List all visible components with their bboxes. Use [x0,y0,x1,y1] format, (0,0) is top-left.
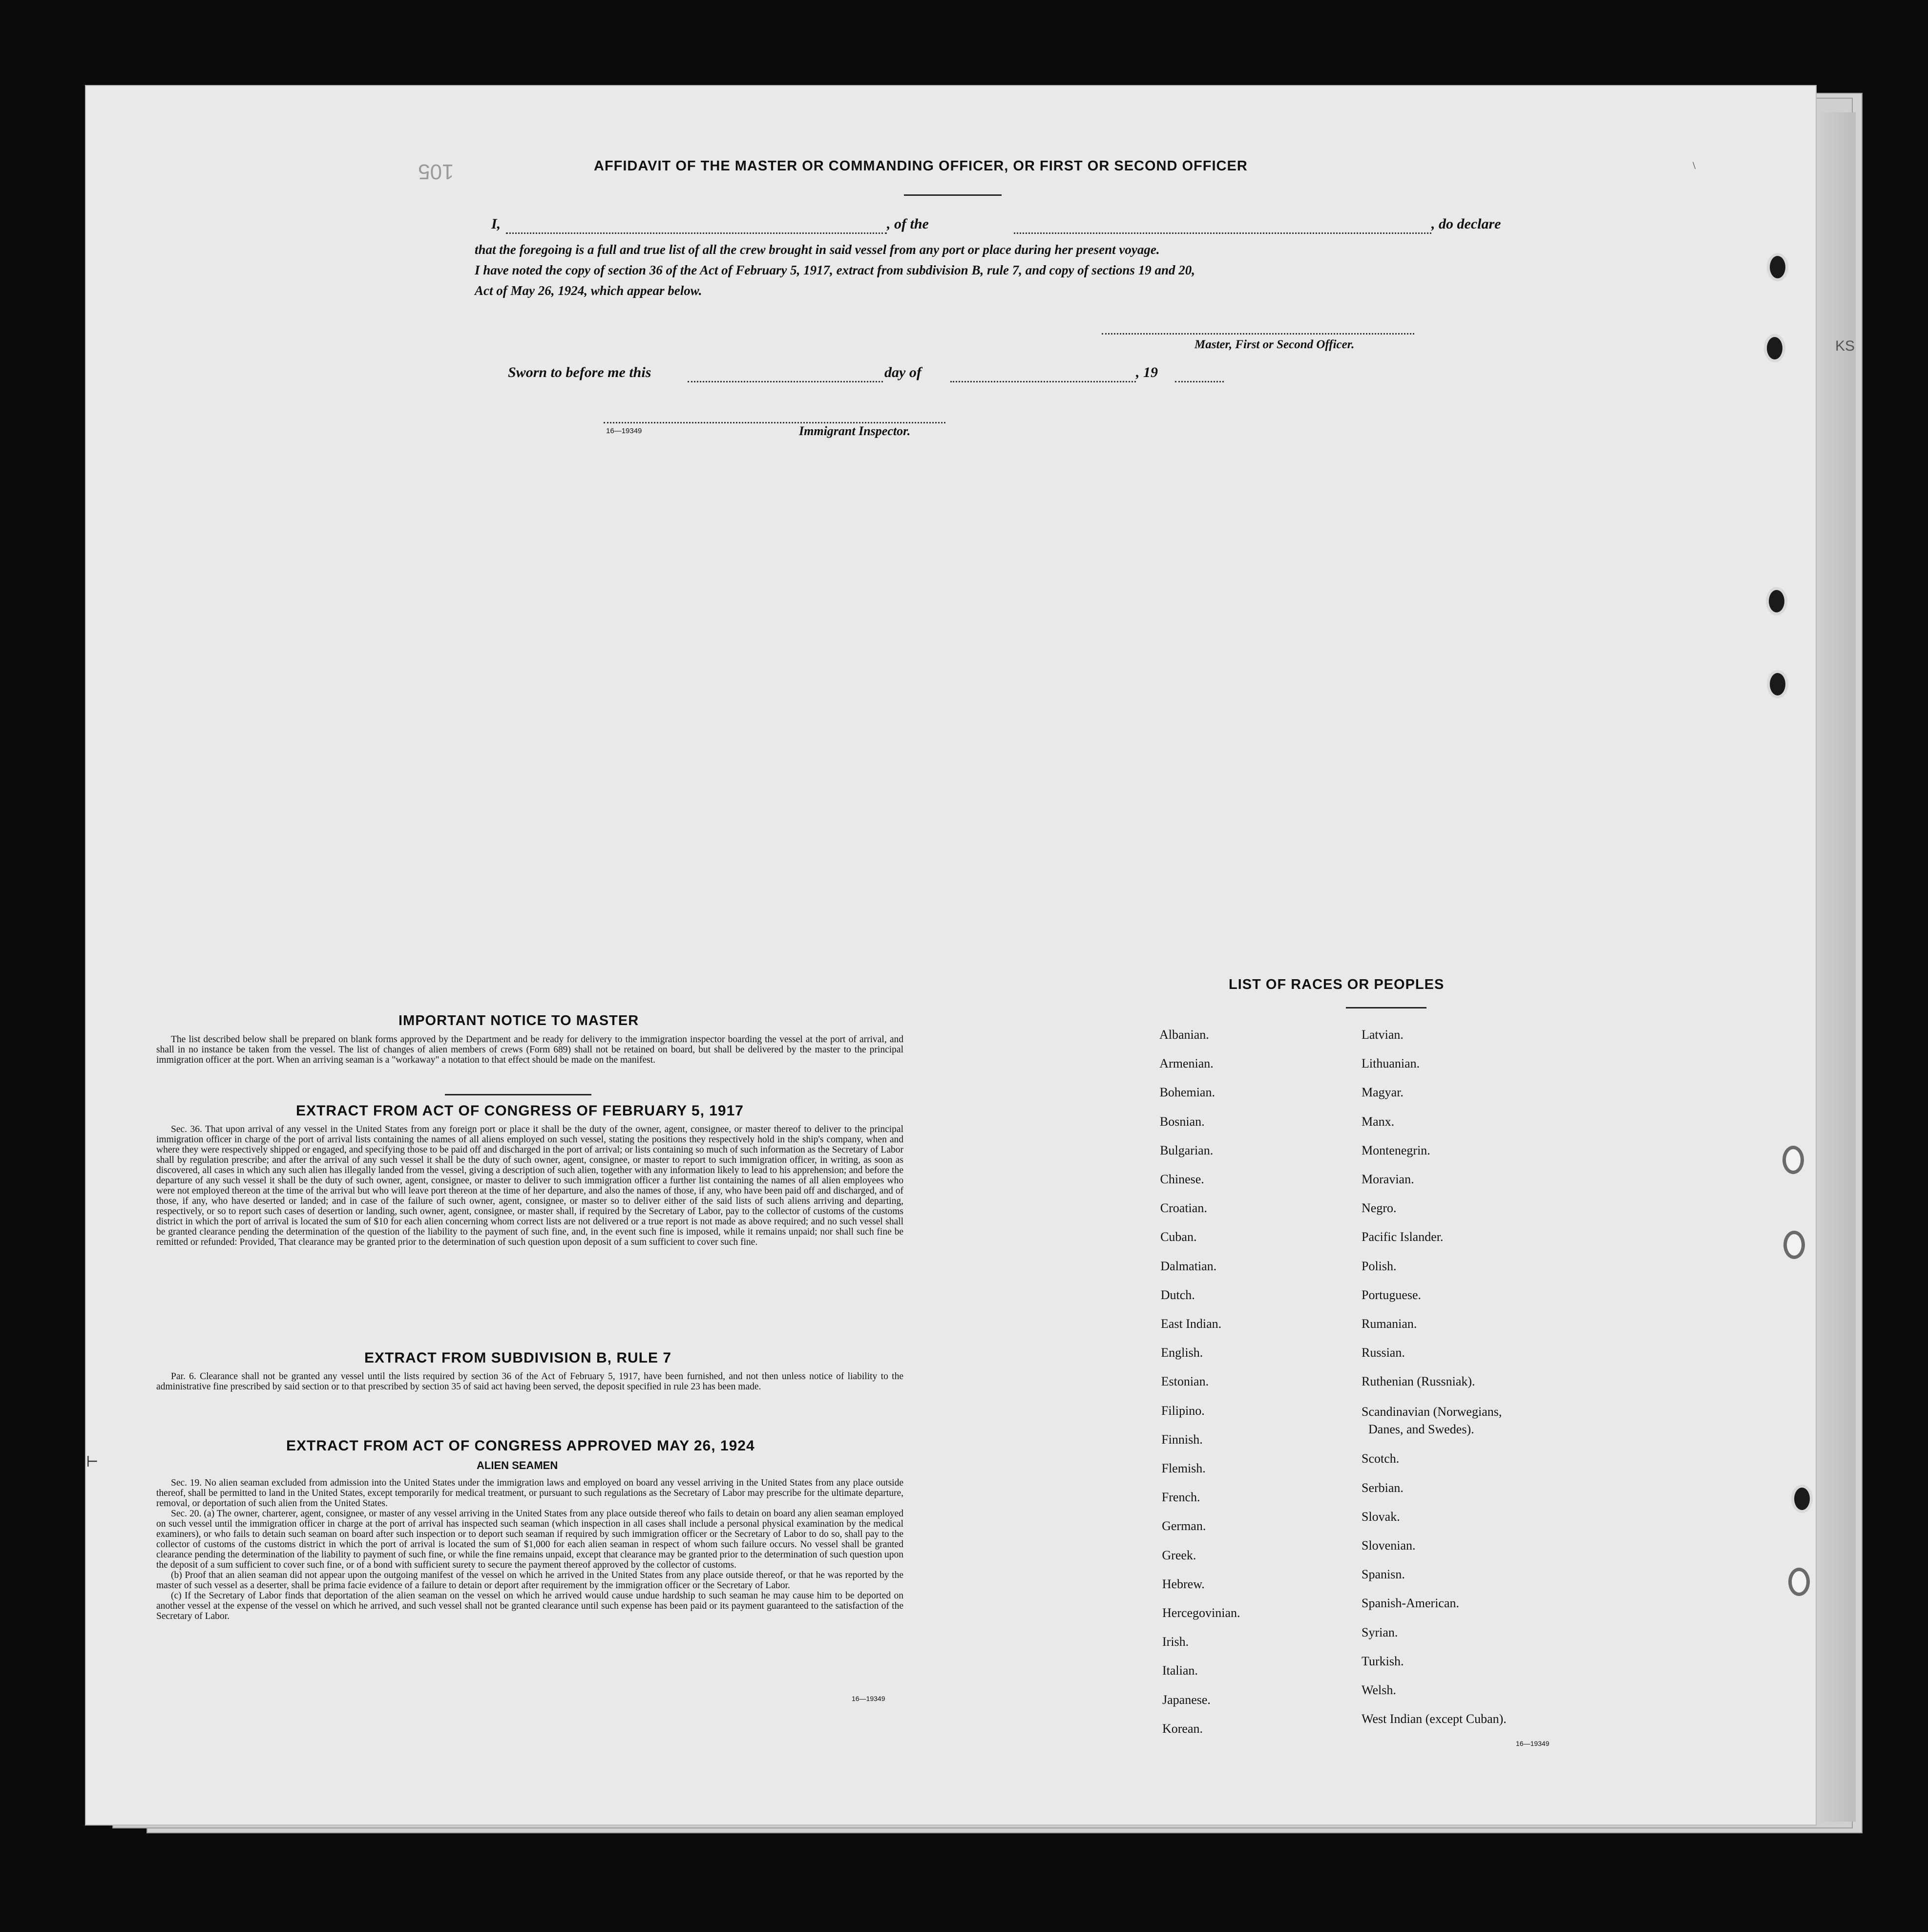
name-line [506,232,887,234]
extract-1924-title: EXTRACT FROM ACT OF CONGRESS APPROVED MAY 26, 1924 [286,1438,755,1454]
race-item: Finnish. [1161,1432,1203,1447]
race-item: Manx. [1362,1114,1395,1129]
sworn-label: Sworn to before me this [508,364,651,380]
affidavit-of-the: , of the [887,216,929,232]
race-item: Ruthenian (Russniak). [1362,1374,1475,1389]
race-item: Hercegovinian. [1162,1606,1240,1620]
section-20c: (c) If the Secretary of Labor finds that deportation of the alien seaman on the vessel on which he arrived would cause undue hardship to such seaman he may cause him to be deported on another vessel at the expense of the vessel on which he arrived, and such vessel shall not be granted clearance until such expense has been paid or its payment guaranteed to the satisfaction of the Secretary of Labor. [156,1591,903,1621]
inspector-label: Immigrant Inspector. [799,424,911,438]
master-signature-line [1102,333,1414,335]
race-item: Turkish. [1362,1654,1404,1668]
race-item: Bosnian. [1159,1114,1205,1129]
race-item: Flemish. [1161,1461,1206,1475]
race-item: Danes, and Swedes). [1368,1422,1474,1437]
binder-hole [1782,1146,1804,1174]
sworn-year-line [1175,381,1224,382]
affidavit-i: I, [491,216,501,232]
race-item: Bulgarian. [1160,1143,1214,1157]
form-number: 16—19349 [606,427,642,435]
title-rule [904,194,1002,196]
page-edge-strip [1817,112,1856,1822]
race-item: Filipino. [1161,1403,1205,1418]
race-item: Scandinavian (Norwegians, [1362,1405,1502,1419]
extract-1917-text: Sec. 36. That upon arrival of any vessel in the United States from any foreign port or place it shall be the duty of the owner, agent, consignee, or master thereof to deliver to the principal immigration officer in charge of the port of arrival lists containing the names of all aliens employed on such vessel, stating the positions they respectively hold in the ship's company, when and where they were respectively shipped or engaged, and specifying those to be paid off and discharged in the port of arrival; or lists containing so much of such information as the Secretary of Labor shall by regulation prescribe; and after the arrival of any such vessel it shall be the duty of such owner, agent, consignee, or master to report to such immigration officer, in writing, as soon as discovered, all cases in which any such alien has illegally landed from the vessel, giving a description of such alien, together with any information likely to lead to his apprehension; and before the departure of any such vessel it shall be the duty of such owner, agent, consignee, or master to deliver to such immigration officer a further list containing the names of all alien employees who were not employed thereon at the time of the arrival but who will leave port thereon at the time of her departure, and also the names of those, if any, who have been paid off and discharged, and of those, if any, who have deserted or landed; and in case of the failure of such owner, agent, consignee, or master so to deliver either of the said lists of such aliens arriving and departing, respectively, or so to report such cases of desertion or landing, such owner, agent, consignee, or master shall, if required by the Secretary of Labor, pay to the collector of customs of the customs district in which the port of arrival is located the sum of $10 for each alien concerning whom correct lists are not delivered or a true report is not made as above required; and no such vessel shall be granted clearance pending the determination of the question of the liability to the payment of such fine, and, in the event such fine is imposed, while it remains unpaid; nor shall such fine be remitted or refunded: Provided, That clearance may be granted prior to the determination of such question upon deposit of a sum sufficient to cover such fine. [156,1124,903,1247]
race-item: Korean. [1162,1721,1203,1736]
race-item: Magyar. [1362,1085,1404,1100]
race-item: Spanisn. [1362,1567,1405,1582]
binder-hole [1791,1485,1813,1513]
race-item: Estonian. [1161,1374,1209,1389]
race-item: Syrian. [1362,1625,1398,1639]
race-item: East Indian. [1161,1317,1222,1331]
affidavit-line-2: that the foregoing is a full and true list of all the crew brought in said vessel from any port or place during her present voyage. [475,242,1160,257]
race-item: West Indian (except Cuban). [1362,1712,1507,1726]
race-item: Rumanian. [1362,1317,1417,1331]
section-20a: Sec. 20. (a) The owner, charterer, agent, consignee, or master of any vessel arriving in the United States from any place outside thereof who fails to detain on board any alien seaman employed on such vessel until the immigration officer in charge at the port of arrival has inspected such seaman (which inspection in all cases shall include a personal physical examination by the medical examiners), or who fails to detain such seaman on board after such inspection or to deport such seaman if required by such immigration officer or the Secretary of Labor to do so, shall pay to the collector of customs of the customs district in which the port of arrival is located the sum of $1,000 for each alien seaman in respect of whom such failure occurs. No vessel shall be granted clearance pending the determination of the liability to payment of such fine, or while the fine remains unpaid, except that clearance may be granted prior to the determination of such question upon the deposit of a sum sufficient to cover such fine, or of a bond with sufficient surety to secure the payment thereof approved by the collector of customs. [156,1509,903,1570]
section-20b: (b) Proof that an alien seaman did not appear upon the outgoing manifest of the vessel on which he arrived in the United States from any place outside thereof, or that he was reported by the master of such vessel as a deserter, shall be prima facie evidence of a failure to detain or deport after requirement by the immigration officer or the Secretary of Labor. [156,1570,903,1591]
extract-1924-text [156,1478,903,1621]
race-item: Scotch. [1362,1451,1400,1466]
section-rule [445,1094,591,1095]
year-label: , 19 [1136,364,1158,380]
stray-mark: \ [1693,159,1696,171]
race-item: Bohemian. [1159,1085,1215,1100]
race-item: Negro. [1362,1201,1397,1216]
binder-hole [1766,587,1787,615]
binder-hole [1767,670,1788,698]
rule-7-title: EXTRACT FROM SUBDIVISION B, RULE 7 [364,1350,672,1366]
race-item: German. [1162,1519,1206,1533]
day-of-label: day of [884,364,922,380]
sworn-day-line [688,381,883,382]
race-item: Spanish-American. [1362,1596,1460,1611]
race-item: Polish. [1362,1259,1397,1273]
binder-hole [1783,1231,1805,1259]
vessel-line [1014,232,1431,234]
affidavit-do-declare: , do declare [1431,216,1501,232]
form-number: 16—19349 [1516,1740,1550,1747]
binder-hole [1764,334,1785,362]
race-item: Dalmatian. [1160,1259,1217,1273]
notice-title: IMPORTANT NOTICE TO MASTER [398,1013,639,1029]
race-item: Latvian. [1362,1028,1404,1042]
race-item: Armenian. [1159,1056,1214,1071]
extract-1917-title: EXTRACT FROM ACT OF CONGRESS OF FEBRUARY 5, 1917 [296,1103,744,1119]
master-signature-label: Master, First or Second Officer. [1195,338,1355,351]
race-item: Chinese. [1160,1172,1204,1186]
race-item: Italian. [1162,1663,1198,1678]
binder-hole [1767,253,1788,281]
edge-text: KS [1835,338,1855,354]
race-item: Montenegrin. [1362,1143,1430,1157]
race-item: Serbian. [1362,1480,1404,1495]
race-item: Pacific Islander. [1362,1230,1444,1244]
race-item: Albanian. [1159,1028,1209,1042]
notice-text: The list described below shall be prepared on blank forms approved by the Department and be ready for delivery to the immigration inspector boarding the vessel at the port of arrival, and shall in no instance be taken from the vessel. The list of changes of alien members of crews (Form 689) shall not be retained on board, but shall be delivered by the master to the principal immigration officer at the port. When an arriving seaman is a "workaway" a notation to that effect should be made on the manifest. [156,1034,903,1065]
race-item: Irish. [1162,1635,1189,1649]
alien-seamen-subtitle: ALIEN SEAMEN [477,1459,558,1471]
affidavit-title: AFFIDAVIT OF THE MASTER OR COMMANDING OFFICER, OR FIRST OR SECOND OFFICER [594,158,1248,174]
races-title: LIST OF RACES OR PEOPLES [1229,977,1445,992]
affidavit-line-3: I have noted the copy of section 36 of the Act of February 5, 1917, extract from subdivision B, rule 7, and copy of sections 19 and 20, [475,263,1195,277]
race-item: Welsh. [1362,1683,1396,1697]
race-item: Hebrew. [1162,1576,1205,1591]
binder-hole [1788,1568,1810,1596]
rule-7-text: Par. 6. Clearance shall not be granted any vessel until the lists required by section 36 of the Act of February 5, 1917, have been furnished, and not then unless notice of liability to the administrative fine prescribed by said section or to that prescribed by section 35 of said act having been served, the deposit specified in rule 23 has been made. [156,1371,903,1392]
document-page [86,86,1816,1825]
stray-mark: ⊢ [86,1454,99,1470]
race-item: Portuguese. [1362,1287,1422,1302]
race-item: Lithuanian. [1362,1056,1420,1071]
affidavit-line-4: Act of May 26, 1924, which appear below. [475,283,702,298]
section-19: Sec. 19. No alien seaman excluded from admission into the United States under the immigration laws and employed on board any vessel arriving in the United States from any place outside thereof, shall be permitted to land in the United States, except temporarily for medical treatment, or pursuant to such regulations as the Secretary of Labor may prescribe for the ultimate departure, removal, or deportation of such alien from the United States. [156,1478,903,1509]
inspector-signature-line [604,422,945,423]
race-item: Russian. [1362,1345,1405,1360]
race-item: Slovenian. [1362,1538,1416,1553]
race-item: English. [1161,1345,1203,1360]
race-item: Japanese. [1162,1692,1211,1707]
race-item: Croatian. [1160,1201,1207,1216]
race-item: Moravian. [1362,1172,1414,1186]
race-item: French. [1161,1490,1200,1505]
race-item: Dutch. [1160,1287,1195,1302]
race-item: Slovak. [1362,1509,1400,1524]
sworn-month-line [950,381,1136,382]
form-number: 16—19349 [852,1695,885,1702]
races-rule [1346,1007,1426,1008]
race-item: Greek. [1162,1548,1196,1562]
race-item: Cuban. [1160,1230,1197,1244]
page-number: 105 [418,160,454,184]
